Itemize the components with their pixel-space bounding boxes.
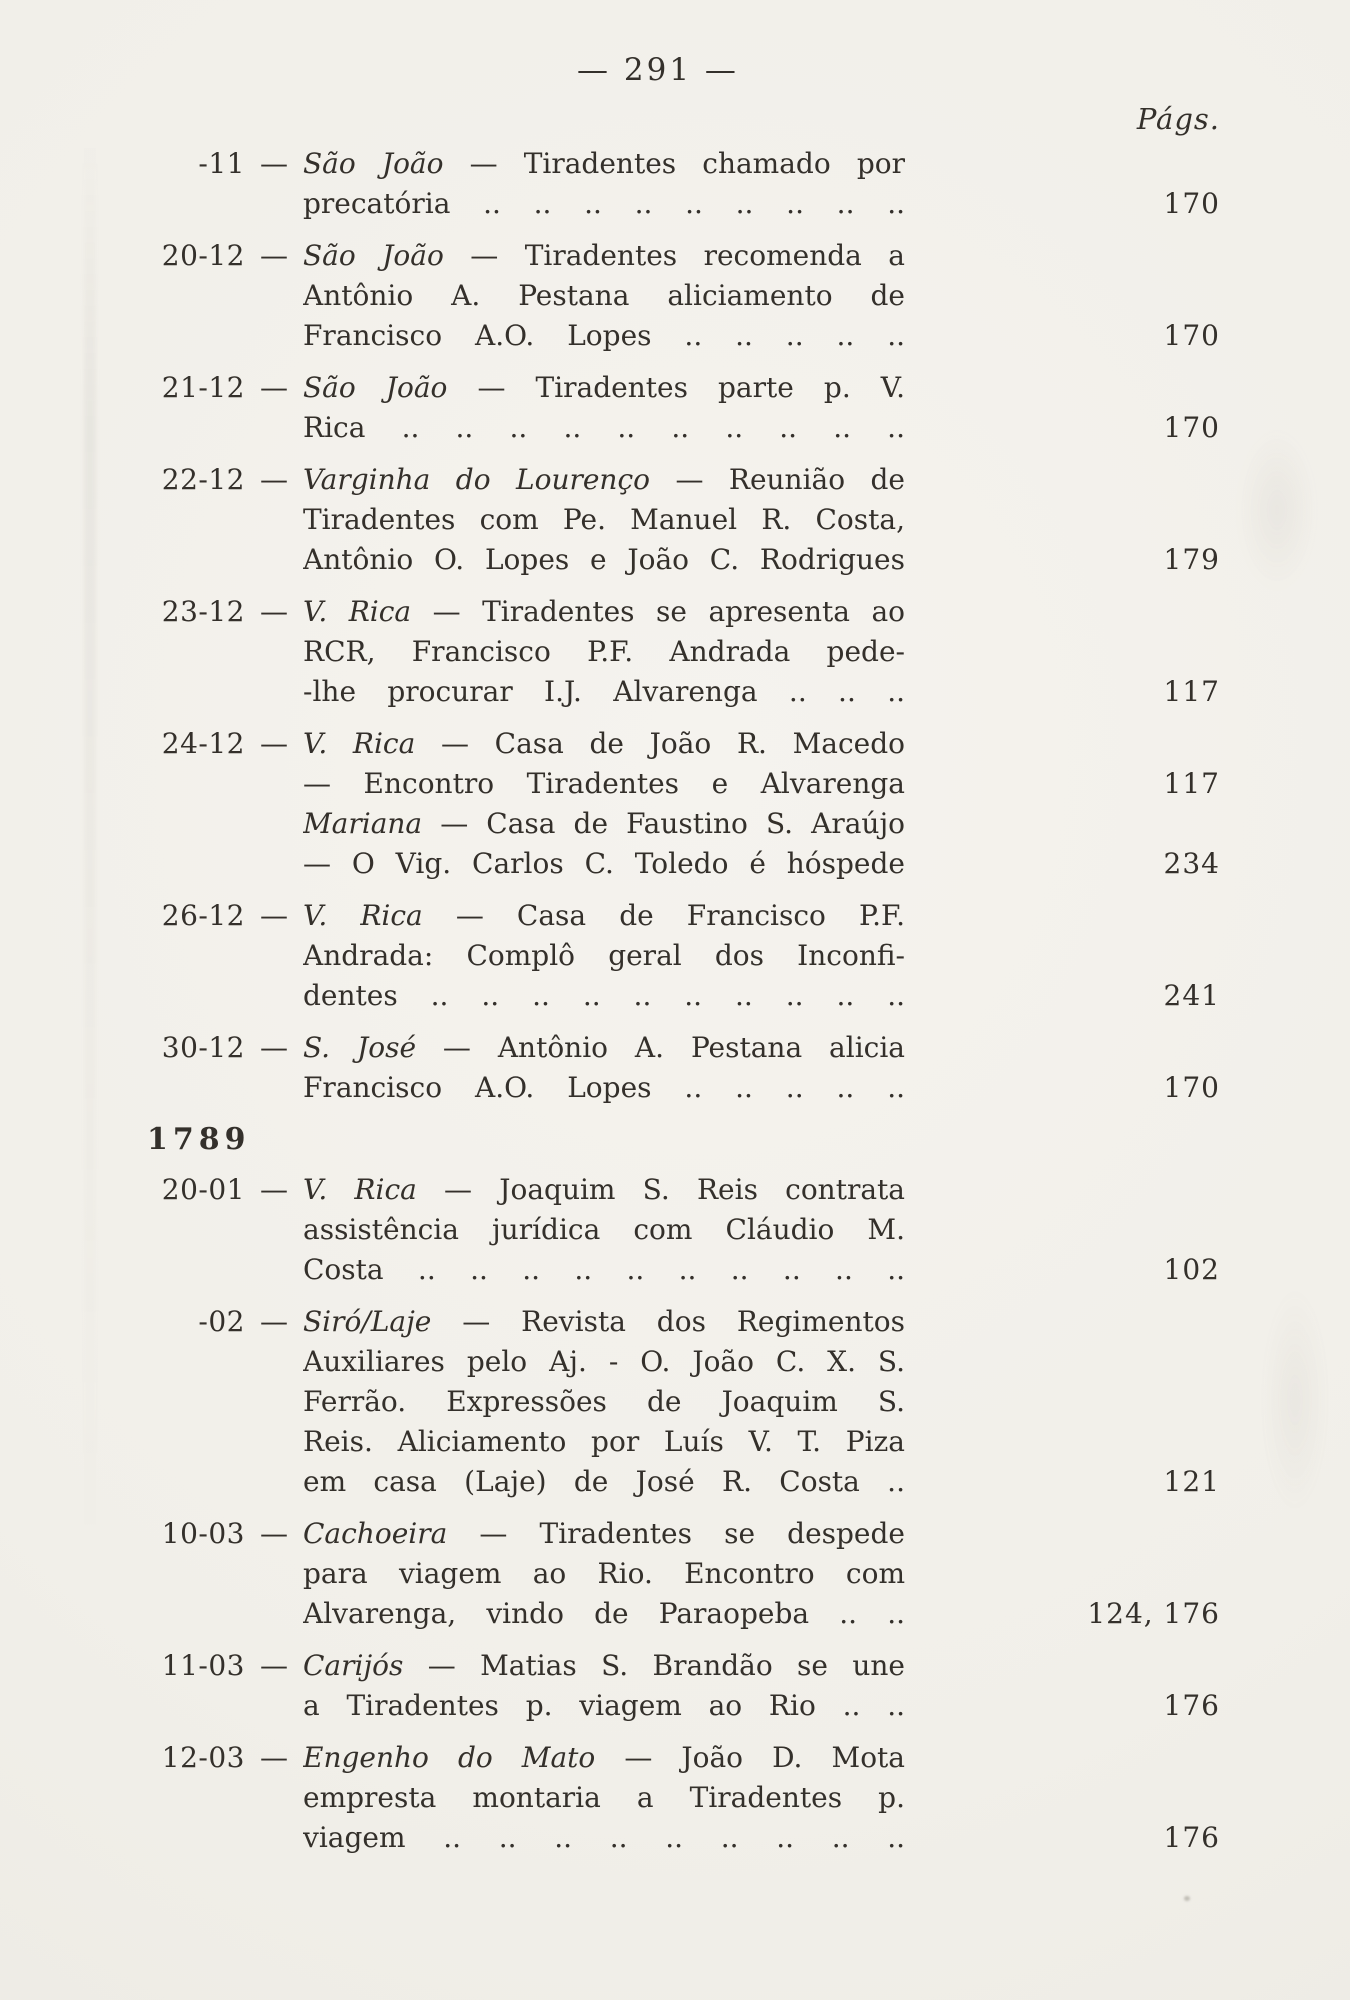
entry-line	[155, 1382, 1220, 1422]
entry-date: 24-12	[161, 727, 245, 760]
entry-page-number	[905, 936, 1220, 976]
entry-text-line	[303, 1738, 905, 1778]
entry-dash	[245, 408, 303, 448]
entry-text-line	[303, 368, 905, 408]
entry-dash: —	[260, 371, 288, 404]
entry-date	[155, 316, 245, 356]
entry-page-number	[905, 1422, 1220, 1462]
scan-speck-artifact	[1184, 1896, 1190, 1901]
index-entry	[155, 592, 1220, 712]
entry-date	[155, 500, 245, 540]
entry-line	[155, 1170, 1220, 1210]
entry-text-line	[303, 460, 905, 500]
entry-line	[155, 724, 1220, 764]
entry-dash	[245, 976, 303, 1016]
place-name-italic: Engenho do Mato	[303, 1741, 596, 1774]
place-name-italic: V. Rica	[303, 899, 423, 932]
place-name-italic: Siró/Laje	[303, 1305, 432, 1338]
entry-text-segment: RCR, Francisco P.F. Andrada pede-	[303, 635, 905, 668]
entry-line	[155, 1422, 1220, 1462]
index-entry	[155, 724, 1220, 884]
entry-dash: —	[260, 1031, 288, 1064]
index-entry	[155, 460, 1220, 580]
entry-text-segment: — O Vig. Carlos C. Toledo é hóspede	[303, 847, 905, 880]
entry-page-number	[905, 804, 1220, 844]
pags-column-header: Págs.	[1136, 102, 1220, 136]
entry-text-segment: — Matias S. Brandão se une	[403, 1649, 905, 1682]
entry-dash	[245, 316, 303, 356]
entry-text-segment: dentes .. .. .. .. .. .. .. .. .. ..	[303, 979, 905, 1012]
entry-dash	[245, 1250, 303, 1290]
entry-text-line	[303, 540, 905, 580]
entry-text-segment: — Casa de Faustino S. Araújo	[422, 807, 905, 840]
entry-text-segment: — Joaquim S. Reis contrata	[416, 1173, 905, 1206]
entry-line	[155, 1778, 1220, 1818]
entry-date	[155, 276, 245, 316]
entry-text-segment: — Casa de João R. Macedo	[415, 727, 905, 760]
scan-streak-artifact	[84, 140, 96, 1560]
entry-dash	[245, 804, 303, 844]
entry-date: -11	[198, 147, 245, 180]
entry-page-number: 121	[1163, 1465, 1220, 1498]
entry-date: 26-12	[161, 899, 245, 932]
entry-page-number	[905, 276, 1220, 316]
entry-page-number: 170	[1163, 1071, 1220, 1104]
entry-date	[155, 1778, 245, 1818]
entry-text-line	[303, 1594, 905, 1634]
place-name-italic: V. Rica	[303, 727, 416, 760]
entry-date: 11-03	[161, 1649, 245, 1682]
entry-date: 23-12	[161, 595, 245, 628]
entry-dash: —	[260, 147, 288, 180]
entry-line	[155, 1514, 1220, 1554]
index-entry	[155, 896, 1220, 1016]
entry-text-segment: Alvarenga, vindo de Paraopeba .. ..	[303, 1597, 905, 1630]
entry-line	[155, 1646, 1220, 1686]
entry-text-line	[303, 316, 905, 356]
entry-line	[155, 1462, 1220, 1502]
entry-date	[155, 976, 245, 1016]
entry-date: -02	[198, 1305, 245, 1338]
entry-page-number	[905, 500, 1220, 540]
entry-line	[155, 184, 1220, 224]
entry-text-line	[303, 1382, 905, 1422]
entry-text-segment: em casa (Laje) de José R. Costa ..	[303, 1465, 905, 1498]
entry-date	[155, 1250, 245, 1290]
entry-text-line	[303, 1686, 905, 1726]
entry-date	[155, 672, 245, 712]
entry-page-number	[905, 236, 1220, 276]
entry-text-line	[303, 976, 905, 1016]
entry-text-segment: — Encontro Tiradentes e Alvarenga	[303, 767, 905, 800]
entry-text-line	[303, 144, 905, 184]
entry-text-line	[303, 1554, 905, 1594]
entry-line	[155, 1342, 1220, 1382]
entry-text-segment: empresta montaria a Tiradentes p.	[303, 1781, 905, 1814]
place-name-italic: Varginha do Lourenço	[303, 463, 651, 496]
entry-line	[155, 936, 1220, 976]
entry-line	[155, 144, 1220, 184]
entry-text-line	[303, 500, 905, 540]
entry-dash	[245, 1422, 303, 1462]
entry-dash	[245, 540, 303, 580]
entry-dash: —	[260, 727, 288, 760]
entry-line	[155, 672, 1220, 712]
scan-smudge-artifact	[1222, 400, 1332, 620]
entry-date	[155, 1422, 245, 1462]
entry-line	[155, 592, 1220, 632]
entry-text-line	[303, 1778, 905, 1818]
entry-dash: —	[260, 1173, 288, 1206]
entry-dash	[245, 844, 303, 884]
entry-dash: —	[260, 239, 288, 272]
entry-dash	[245, 184, 303, 224]
entry-dash	[245, 764, 303, 804]
entry-dash: —	[260, 595, 288, 628]
entry-text-segment: Andrada: Complô geral dos Inconfi-	[303, 939, 905, 972]
entry-dash	[245, 1342, 303, 1382]
place-name-italic: V. Rica	[303, 1173, 417, 1206]
entry-line	[155, 236, 1220, 276]
entry-text-segment: para viagem ao Rio. Encontro com	[303, 1557, 905, 1590]
entry-text-segment: — Revista dos Regimentos	[431, 1305, 905, 1338]
entry-page-number: 176	[1163, 1821, 1220, 1854]
place-name-italic: São João	[303, 371, 448, 404]
entry-date: 20-01	[161, 1173, 245, 1206]
entry-text-line	[303, 1028, 905, 1068]
entry-dash	[245, 672, 303, 712]
entry-page-number	[905, 1778, 1220, 1818]
entry-date	[155, 184, 245, 224]
entry-text-line	[303, 592, 905, 632]
entry-text-line	[303, 184, 905, 224]
entry-text-segment: Ferrão. Expressões de Joaquim S.	[303, 1385, 905, 1418]
entry-page-number	[905, 724, 1220, 764]
entry-dash: —	[260, 1741, 288, 1774]
entry-text-line	[303, 1422, 905, 1462]
entry-line	[155, 368, 1220, 408]
entry-date: 10-03	[161, 1517, 245, 1550]
entry-page-number	[905, 144, 1220, 184]
entry-page-number	[905, 1210, 1220, 1250]
entry-line	[155, 276, 1220, 316]
entry-page-number	[905, 1382, 1220, 1422]
entry-text-segment: — Tiradentes chamado por	[443, 147, 905, 180]
entry-text-line	[303, 936, 905, 976]
entry-text-line	[303, 276, 905, 316]
entry-text-line	[303, 724, 905, 764]
entry-text-segment: — João D. Mota	[595, 1741, 905, 1774]
entry-date	[155, 844, 245, 884]
entry-date	[155, 1594, 245, 1634]
entry-text-segment: — Casa de Francisco P.F.	[422, 899, 905, 932]
entry-dash: —	[260, 1649, 288, 1682]
entry-text-line	[303, 1170, 905, 1210]
entry-text-segment: Reis. Aliciamento por Luís V. T. Piza	[303, 1425, 905, 1458]
entry-page-number	[905, 1170, 1220, 1210]
entry-date	[155, 764, 245, 804]
index-entry	[155, 236, 1220, 356]
index-entry	[155, 1514, 1220, 1634]
entry-text-line	[303, 1068, 905, 1108]
entry-dash	[245, 276, 303, 316]
entry-dash	[245, 1382, 303, 1422]
entry-page-number: 170	[1163, 319, 1220, 352]
entry-text-line	[303, 1302, 905, 1342]
entry-text-line	[303, 632, 905, 672]
entry-date	[155, 1068, 245, 1108]
entry-text-line	[303, 1250, 905, 1290]
entry-page-number: 102	[1163, 1253, 1220, 1286]
entry-dash	[245, 500, 303, 540]
place-name-italic: V. Rica	[303, 595, 412, 628]
entry-line	[155, 804, 1220, 844]
entry-text-line	[303, 1462, 905, 1502]
entry-text-segment: Tiradentes com Pe. Manuel R. Costa,	[303, 503, 905, 536]
entry-line	[155, 460, 1220, 500]
entry-page-number	[905, 1514, 1220, 1554]
entry-text-line	[303, 1818, 905, 1858]
entry-dash: —	[260, 1305, 288, 1338]
entry-page-number	[905, 1738, 1220, 1778]
year-heading: 1789	[147, 1122, 251, 1157]
entry-dash: —	[260, 1517, 288, 1550]
entry-text-segment: Antônio A. Pestana aliciamento de	[303, 279, 905, 312]
entry-page-number: 234	[1163, 847, 1220, 880]
entry-page-number	[905, 368, 1220, 408]
entry-line	[155, 1738, 1220, 1778]
entry-line	[155, 1302, 1220, 1342]
entry-dash	[245, 1462, 303, 1502]
entry-dash	[245, 1554, 303, 1594]
entry-page-number: 170	[1163, 411, 1220, 444]
entry-text-line	[303, 1342, 905, 1382]
entry-line	[155, 844, 1220, 884]
entry-text-segment: — Antônio A. Pestana alicia	[416, 1031, 905, 1064]
entry-date	[155, 1342, 245, 1382]
entry-text-line	[303, 804, 905, 844]
entry-page-number	[905, 592, 1220, 632]
entry-text-segment: viagem .. .. .. .. .. .. .. .. ..	[303, 1821, 905, 1854]
index-entry	[155, 1028, 1220, 1108]
entry-date	[155, 1462, 245, 1502]
entry-page-number	[905, 1554, 1220, 1594]
index-entry	[155, 368, 1220, 448]
entry-text-line	[303, 844, 905, 884]
entry-line	[155, 764, 1220, 804]
entry-page-number: 117	[1163, 767, 1220, 800]
entry-date	[155, 1554, 245, 1594]
entry-page-number	[905, 1028, 1220, 1068]
entry-text-line	[303, 672, 905, 712]
entry-text-segment: -lhe procurar I.J. Alvarenga .. .. ..	[303, 675, 905, 708]
entry-text-line	[303, 764, 905, 804]
entry-date: 30-12	[161, 1031, 245, 1064]
entry-text-line	[303, 1514, 905, 1554]
entry-text-segment: — Tiradentes se apresenta ao	[411, 595, 905, 628]
entry-page-number: 176	[1163, 1689, 1220, 1722]
entry-dash	[245, 1686, 303, 1726]
entry-line	[155, 632, 1220, 672]
entry-line	[155, 1594, 1220, 1634]
index-entry	[155, 1170, 1220, 1290]
entry-page-number: 124, 176	[1087, 1597, 1220, 1630]
entry-text-segment: precatória .. .. .. .. .. .. .. .. ..	[303, 187, 905, 220]
entry-date	[155, 632, 245, 672]
entry-dash	[245, 936, 303, 976]
place-name-italic: S. José	[303, 1031, 417, 1064]
entry-text-segment: — Reunião de	[650, 463, 905, 496]
entry-text-segment: — Tiradentes parte p. V.	[447, 371, 905, 404]
entry-date: 20-12	[161, 239, 245, 272]
index-entry	[155, 1738, 1220, 1858]
entry-page-number: 117	[1163, 675, 1220, 708]
entry-dash	[245, 1818, 303, 1858]
place-name-italic: São João	[303, 147, 444, 180]
entry-date	[155, 804, 245, 844]
page-number-folio: — 291 —	[577, 52, 739, 88]
entry-date	[155, 1382, 245, 1422]
entry-text-line	[303, 408, 905, 448]
entry-page-number: 179	[1163, 543, 1220, 576]
entry-line	[155, 1818, 1220, 1858]
entry-dash	[245, 1210, 303, 1250]
entry-text-segment: assistência jurídica com Cláudio M.	[303, 1213, 905, 1246]
entry-text-segment: Francisco A.O. Lopes .. .. .. .. ..	[303, 319, 905, 352]
entry-text-segment: Antônio O. Lopes e João C. Rodrigues	[303, 543, 905, 576]
entry-dash	[245, 1594, 303, 1634]
entry-line	[155, 1250, 1220, 1290]
entry-page-number	[905, 1342, 1220, 1382]
entry-text-segment: Auxiliares pelo Aj. - O. João C. X. S.	[303, 1345, 905, 1378]
entry-page-number	[905, 1302, 1220, 1342]
entry-date	[155, 540, 245, 580]
entry-date	[155, 936, 245, 976]
entry-dash	[245, 1778, 303, 1818]
entry-date: 22-12	[161, 463, 245, 496]
index-list	[147, 144, 1220, 1870]
entry-text-segment: — Tiradentes recomenda a	[443, 239, 905, 272]
place-name-italic: Carijós	[303, 1649, 404, 1682]
scan-smudge-artifact	[1250, 1250, 1340, 1550]
place-name-italic: Cachoeira	[303, 1517, 448, 1550]
entry-page-number	[905, 896, 1220, 936]
entry-line	[155, 976, 1220, 1016]
entry-date	[155, 1818, 245, 1858]
entry-line	[155, 1028, 1220, 1068]
entry-text-segment: Costa .. .. .. .. .. .. .. .. .. ..	[303, 1253, 905, 1286]
index-entry	[155, 1302, 1220, 1502]
place-name-italic: Mariana	[303, 807, 423, 840]
entry-date: 21-12	[161, 371, 245, 404]
entry-date	[155, 408, 245, 448]
entry-dash	[245, 1068, 303, 1108]
entry-line	[155, 1068, 1220, 1108]
entry-line	[155, 316, 1220, 356]
entry-line	[155, 540, 1220, 580]
entry-dash: —	[260, 899, 288, 932]
entry-text-line	[303, 236, 905, 276]
entry-line	[155, 1686, 1220, 1726]
entry-line	[155, 500, 1220, 540]
entry-text-segment: Francisco A.O. Lopes .. .. .. .. ..	[303, 1071, 905, 1104]
entry-dash: —	[260, 463, 288, 496]
entry-date: 12-03	[161, 1741, 245, 1774]
entry-page-number	[905, 632, 1220, 672]
entry-page-number	[905, 460, 1220, 500]
entry-text-line	[303, 1646, 905, 1686]
entry-line	[155, 896, 1220, 936]
entry-line	[155, 1210, 1220, 1250]
entry-date	[155, 1686, 245, 1726]
entry-text-segment: a Tiradentes p. viagem ao Rio .. ..	[303, 1689, 905, 1722]
entry-page-number: 241	[1163, 979, 1220, 1012]
entry-dash	[245, 632, 303, 672]
entry-text-segment: Rica .. .. .. .. .. .. .. .. .. ..	[303, 411, 905, 444]
entry-line	[155, 408, 1220, 448]
index-entry	[155, 1646, 1220, 1726]
entry-text-line	[303, 1210, 905, 1250]
entry-text-segment: — Tiradentes se despede	[447, 1517, 905, 1550]
entry-text-line	[303, 896, 905, 936]
entry-date	[155, 1210, 245, 1250]
index-entry	[155, 144, 1220, 224]
entry-page-number: 170	[1163, 187, 1220, 220]
place-name-italic: São João	[303, 239, 444, 272]
entry-page-number	[905, 1646, 1220, 1686]
entry-line	[155, 1554, 1220, 1594]
